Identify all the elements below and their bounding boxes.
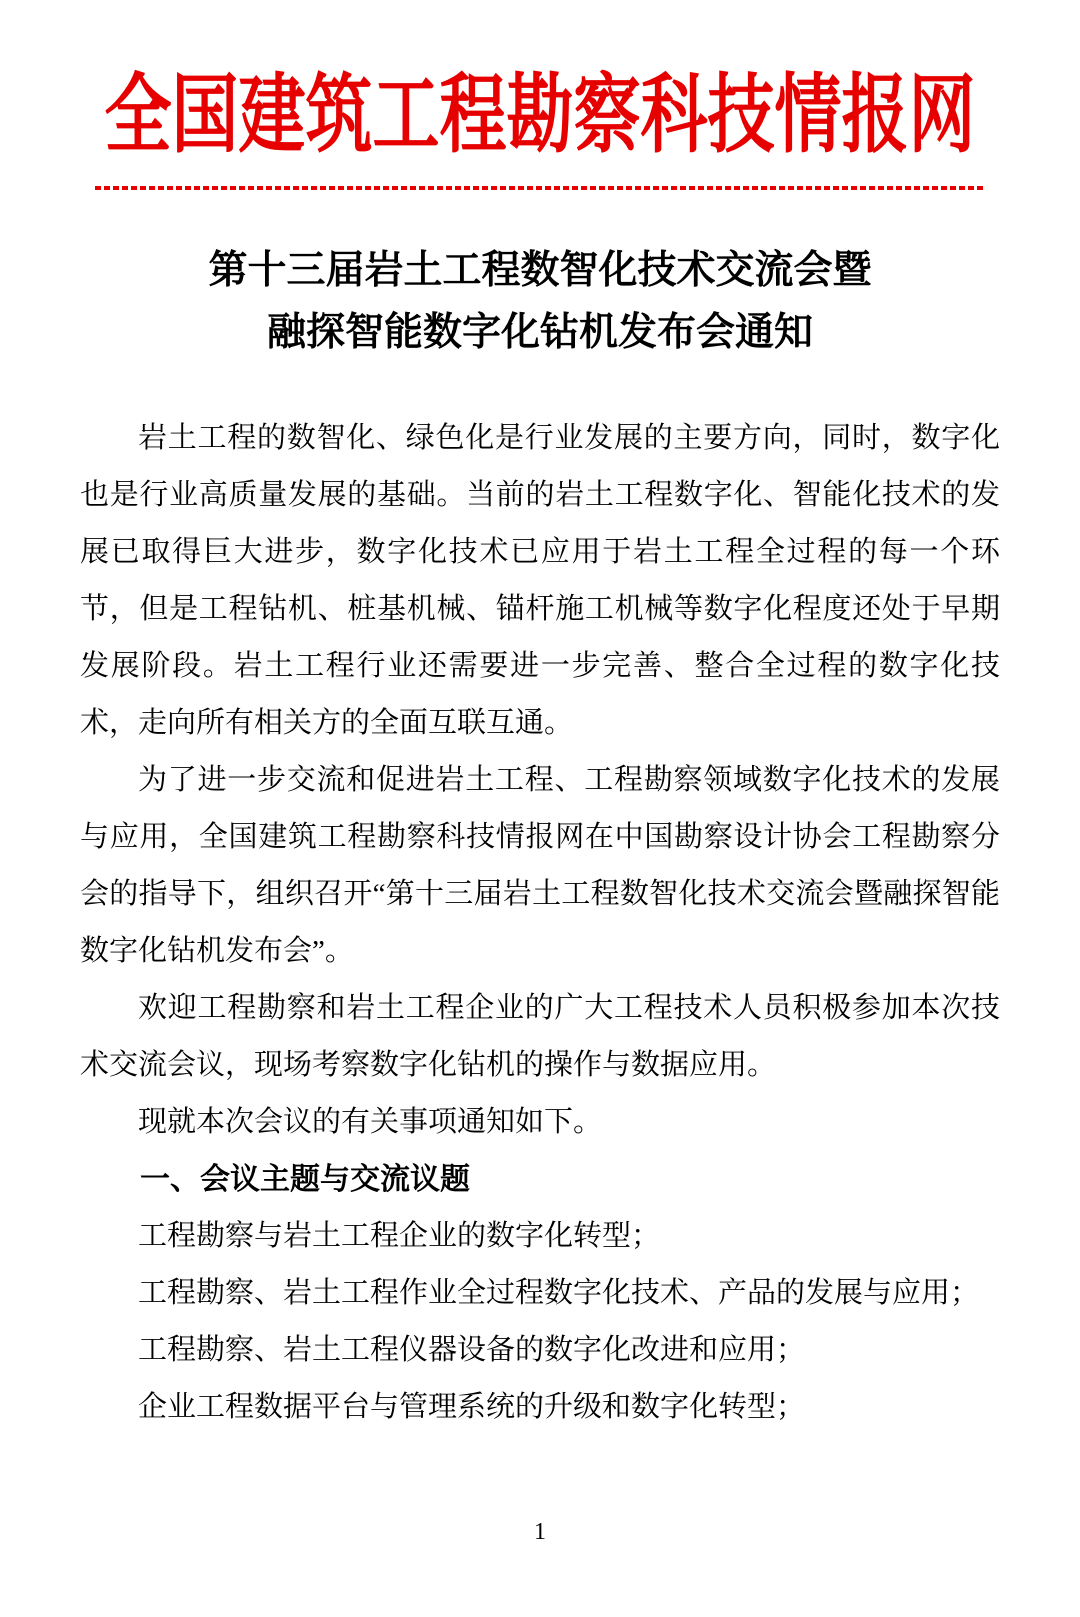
paragraph-notice-lead: 现就本次会议的有关事项通知如下。 bbox=[138, 1106, 603, 1138]
site-title: 全国建筑工程勘察科技情报网 bbox=[104, 68, 976, 163]
notice-title-line1: 第十三届岩土工程数智化技术交流会暨 bbox=[208, 249, 872, 292]
notice-title bbox=[80, 240, 1000, 364]
page-footer bbox=[0, 1517, 1080, 1547]
dashed-divider bbox=[95, 186, 985, 190]
topic-item: 工程勘察、岩土工程作业全过程数字化技术、产品的发展与应用； bbox=[138, 1277, 980, 1309]
notice-title-line2: 融探智能数字化钻机发布会通知 bbox=[266, 311, 813, 354]
paragraph-intro: 岩土工程的数智化、绿色化是行业发展的主要方向，同时，数字化也是行业高质量发展的基础。当前的岩土工程数字化、智能化技术的发展已取得巨大进步，数字化技术已应用于岩土工程全过程的每一个环节，但是工程钻机、桩基机械、锚杆施工机械等数字化程度还处于早期发展阶段。岩土工程行业还需要进一步完善、整合全过程的数字化技术，走向所有相关方的全面互联互通。 bbox=[80, 422, 1000, 739]
topic-item: 工程勘察、岩土工程仪器设备的数字化改进和应用； bbox=[138, 1334, 806, 1366]
paragraph-welcome: 欢迎工程勘察和岩土工程企业的广大工程技术人员积极参加本次技术交流会议，现场考察数字化钻机的操作与数据应用。 bbox=[80, 992, 1000, 1081]
section-heading-topics: 一、会议主题与交流议题 bbox=[140, 1163, 470, 1196]
topic-item: 企业工程数据平台与管理系统的升级和数字化转型； bbox=[138, 1391, 806, 1423]
paragraph-purpose: 为了进一步交流和促进岩土工程、工程勘察领域数字化技术的发展与应用，全国建筑工程勘察科技情报网在中国勘察设计协会工程勘察分会的指导下，组织召开“第十三届岩土工程数智化技术交流会暨融探智能数字化钻机发布会”。 bbox=[80, 764, 1000, 967]
letterhead-banner bbox=[80, 0, 1000, 186]
topic-item: 工程勘察与岩土工程企业的数字化转型； bbox=[138, 1220, 661, 1252]
page-number: 1 bbox=[534, 1519, 546, 1545]
document-body bbox=[80, 410, 1000, 1436]
